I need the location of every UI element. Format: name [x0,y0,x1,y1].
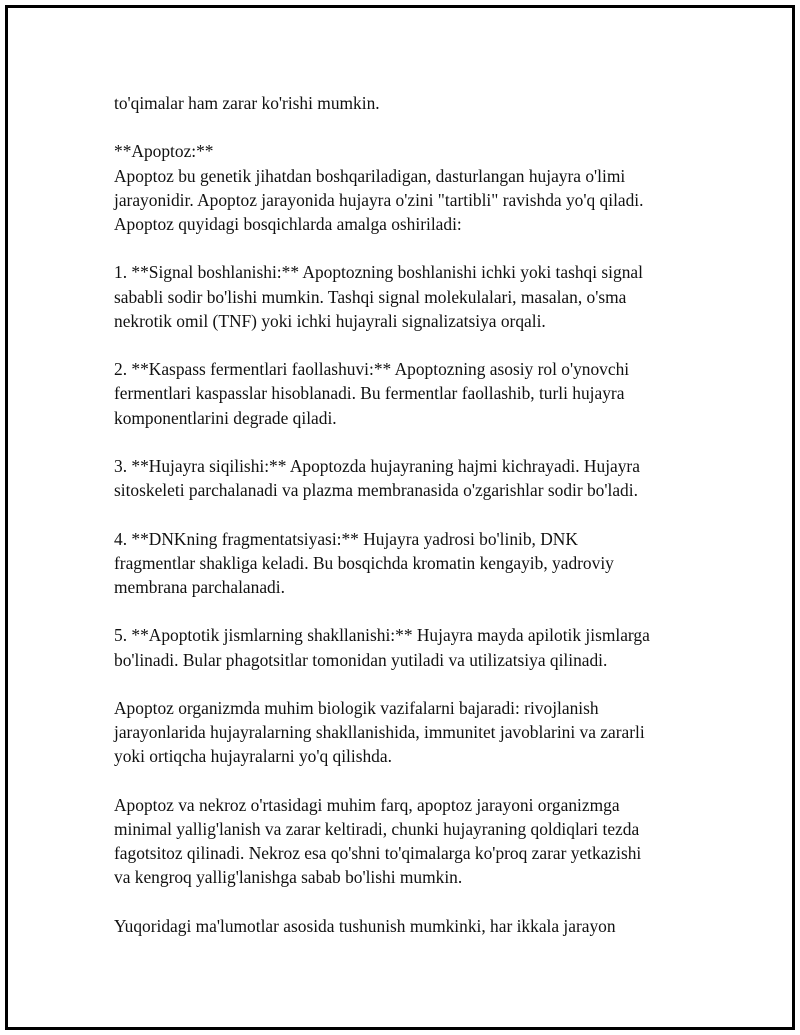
paragraph-apoptoz-nekroz-farq: Apoptoz va nekroz o'rtasidagi muhim farq, apoptoz jarayoni organizmga minimal yallig'lanish va zarar keltiradi, chunki hujayraning qoldiqlari tezda fagotsitoz qilinadi. Nekroz esa qo'shni to'qimalarga ko'proq zarar yetkazishi va kengroq yallig'lanishga sabab bo'lishi mumkin. [114,794,642,888]
list-item-apoptotik-jismlar: 5. **Apoptotik jismlarning shakllanishi:** Hujayra mayda apilotik jismlarga bo'linadi. Bular phagotsitlar tomonidan yutiladi va utilizatsiya qilinadi. [114,625,650,670]
paragraph-continuation: to'qimalar ham zarar ko'rishi mumkin. [114,93,380,113]
section-heading-apoptoz: **Apoptoz:** [114,141,214,162]
list-item-dnk: 4. **DNKning fragmentatsiyasi:** Hujayra yadrosi bo'linib, DNK fragmentlar shakliga keladi. Bu bosqichda kromatin kengayib, yadroviy membrana parchalanadi. [114,528,614,597]
list-item-kaspass: 2. **Kaspass fermentlari faollashuvi:** Apoptozning asosiy rol o'ynovchi fermentlari kaspasslar hisoblanadi. Bu fermentlar faollashib, turli hujayra komponentlarini degrade qiladi. [114,359,630,428]
list-item-signal: 1. **Signal boshlanishi:** Apoptozning boshlanishi ichki yoki tashqi signal sababli sodir bo'lishi mumkin. Tashqi signal molekulalari, masalan, o'sma nekrotik omil (TNF) yoki ichki hujayrali signalizatsiya orqali. [114,262,643,331]
paragraph-xulosa: Yuqoridagi ma'lumotlar asosida tushunish mumkinki, har ikkala jarayon [114,915,616,936]
paragraph-apoptoz-definition: Apoptoz bu genetik jihatdan boshqariladigan, dasturlangan hujayra o'limi jarayonidir. Apoptoz jarayonida hujayra o'zini "tartibli" ravishda yo'q qiladi. Apoptoz quyidagi bosqichlarda amalga oshiriladi: [114,165,644,234]
list-item-siqilish: 3. **Hujayra siqilishi:** Apoptozda hujayraning hajmi kichrayadi. Hujayra sitoskeleti parchalanadi va plazma membranasida o'zgarishlar sodir bo'ladi. [114,455,640,501]
paragraph-biologik-vazifalar: Apoptoz organizmda muhim biologik vazifalarni bajaradi: rivojlanish jarayonlarida hujayralarning shakllanishida, immunitet javoblarini va zararli yoki ortiqcha hujayralarni yo'q qilishda. [114,697,645,767]
document-body [114,91,694,938]
